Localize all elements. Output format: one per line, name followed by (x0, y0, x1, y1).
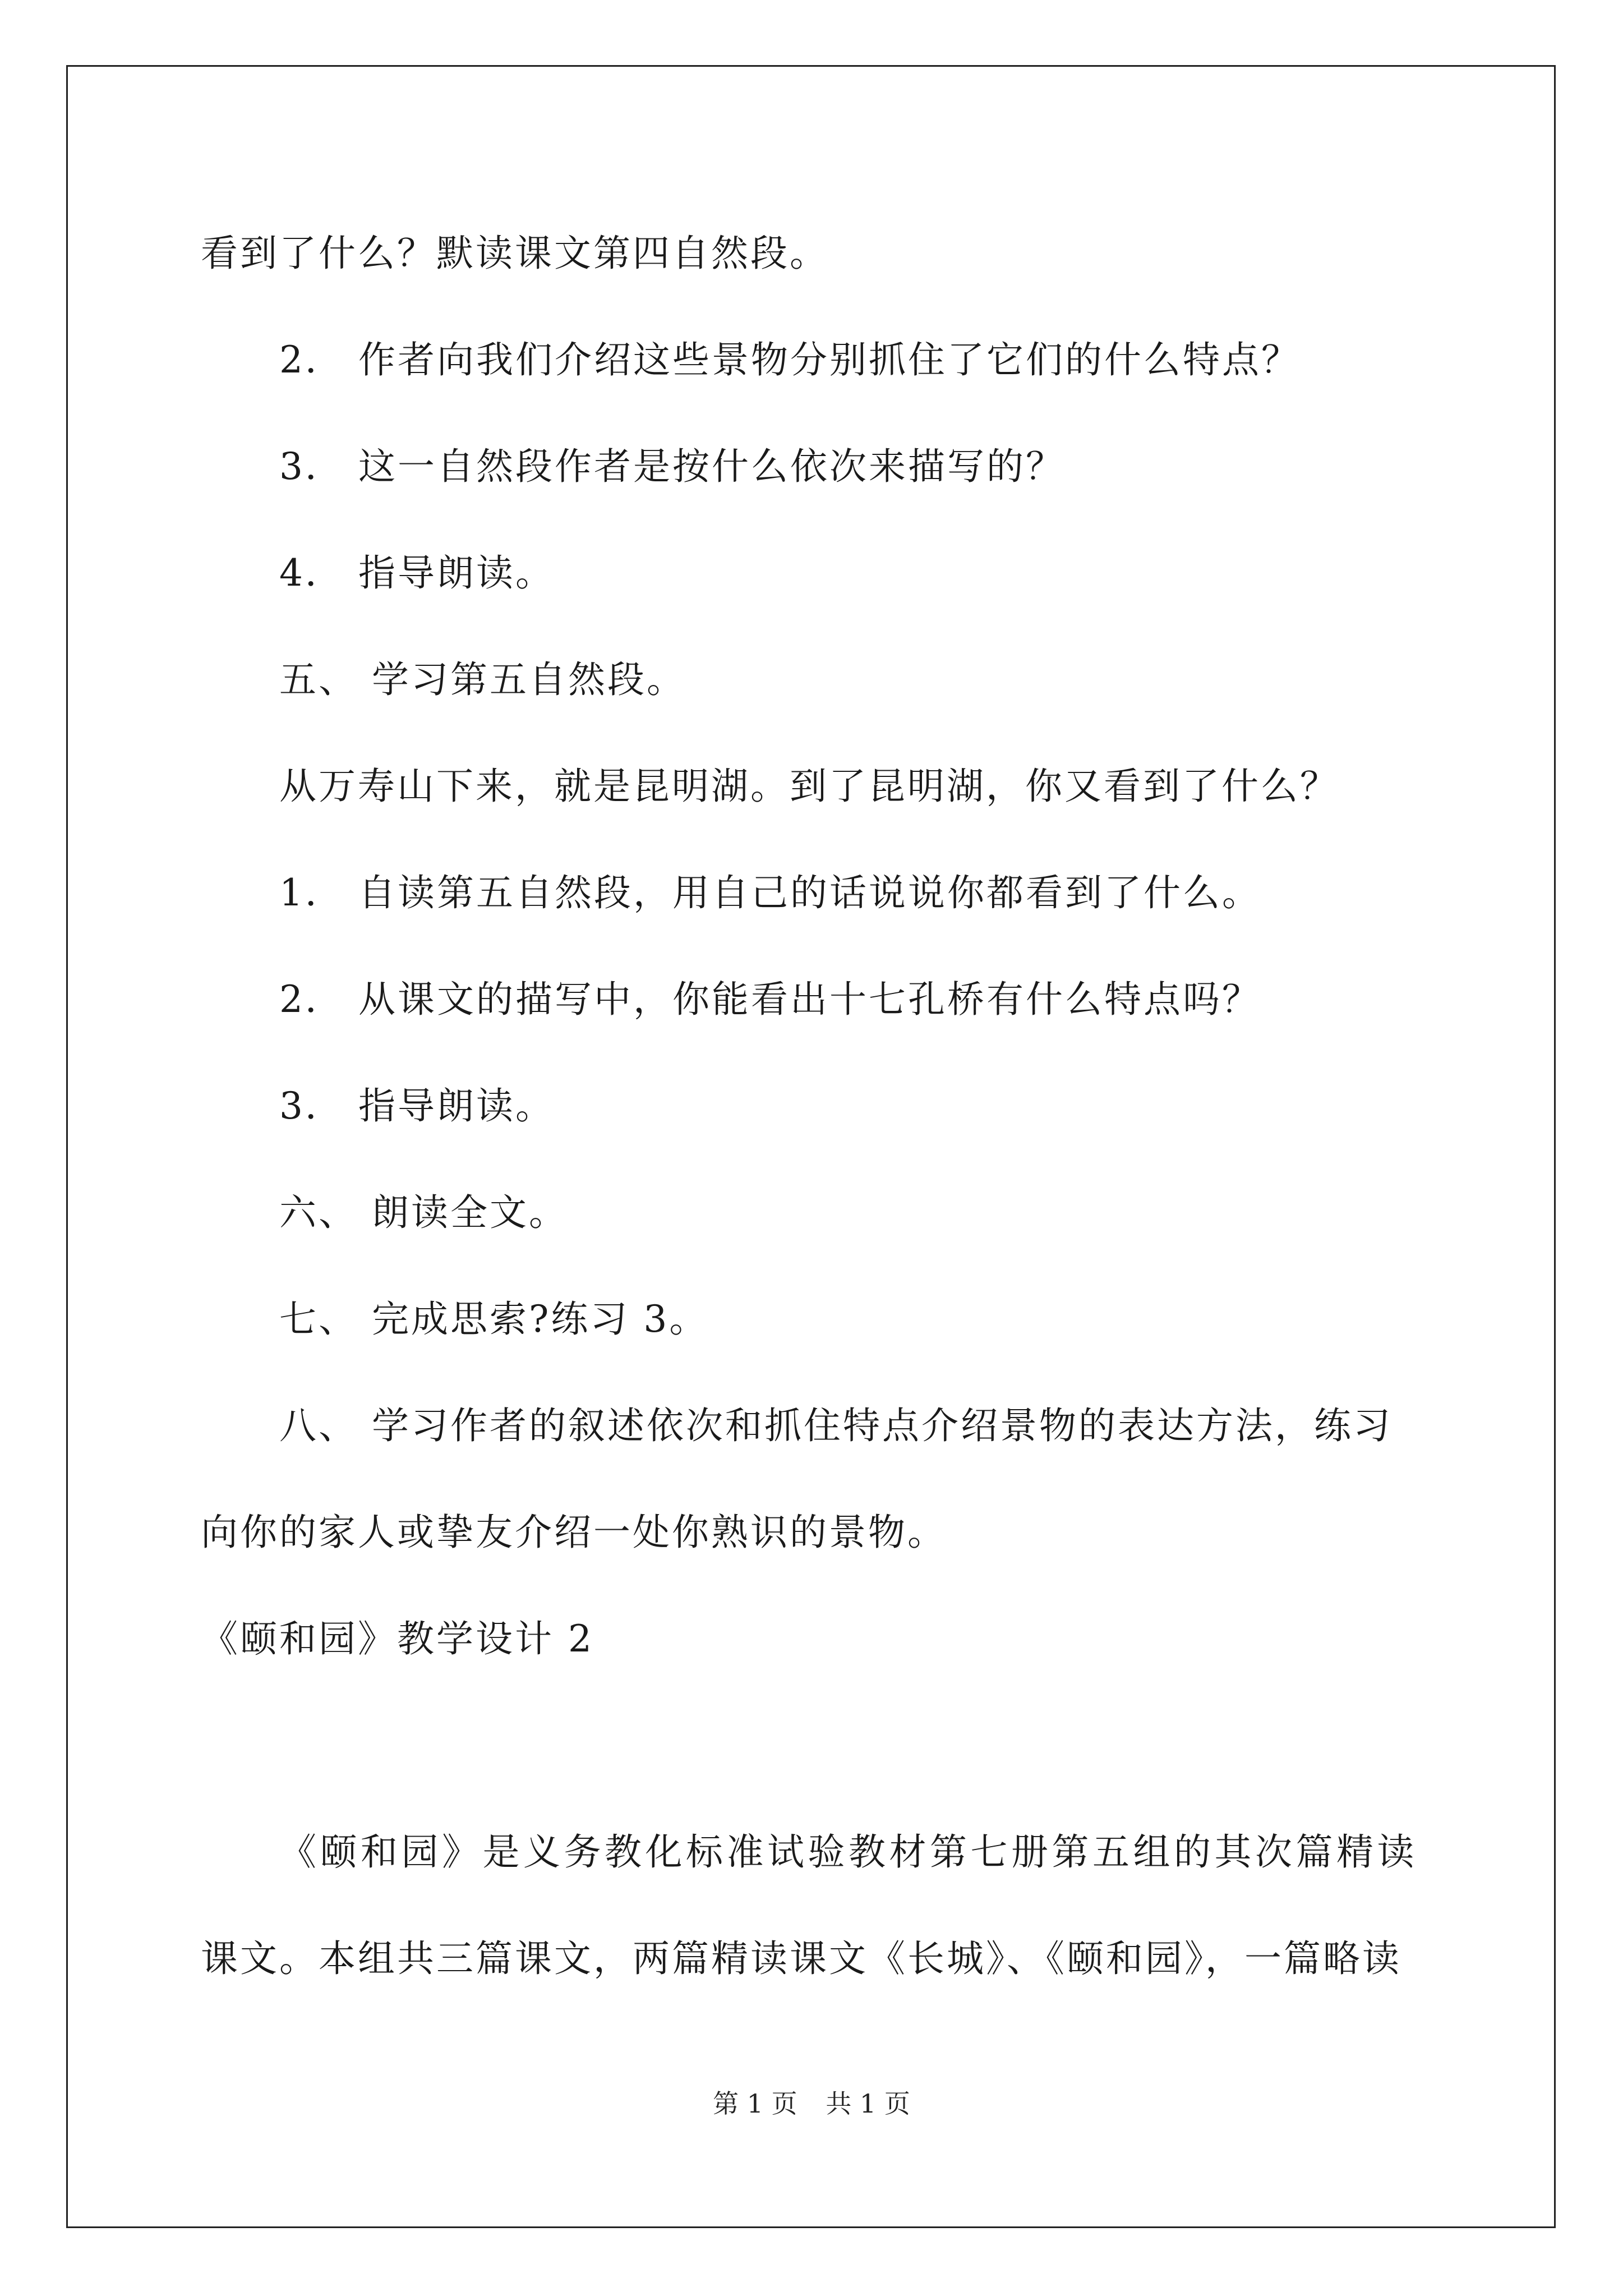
text-line-9: 3． 指导朗读。 (279, 1084, 555, 1128)
text-line-2: 2． 作者向我们介绍这些景物分别抓住了它们的什么特点？ (279, 338, 1301, 381)
page-number: 第 1 页 (713, 2088, 797, 2119)
page-footer (0, 2087, 1623, 2120)
text-line-13: 向你的家人或挚友介绍一处你熟识的景物。 (201, 1511, 947, 1554)
text-line-15: 《颐和园》是义务教化标准试验教材第七册第五组的其次篇精读 (279, 1830, 1418, 1874)
text-line-6: 从万寿山下来，就是昆明湖。到了昆明湖，你又看到了什么？ (279, 765, 1339, 808)
section-heading-6: 六、 朗读全文。 (279, 1191, 568, 1234)
section-heading-8: 八、 学习作者的叙述依次和抓住特点介绍景物的表达方法，练习 (279, 1404, 1393, 1447)
text-line-4: 4． 指导朗读。 (279, 551, 555, 595)
document-subtitle: 《颐和园》教学设计 2 (201, 1617, 594, 1660)
page-frame (66, 65, 1556, 2228)
text-line-7: 1． 自读第五自然段，用自己的话说说你都看到了什么。 (279, 871, 1261, 914)
section-heading-5: 五、 学习第五自然段。 (279, 658, 686, 701)
section-heading-7: 七、 完成思索?练习 3。 (279, 1297, 709, 1341)
text-line-8: 2． 从课文的描写中，你能看出十七孔桥有什么特点吗？ (279, 978, 1261, 1021)
text-line-1: 看到了什么？默读课文第四自然段。 (201, 232, 829, 275)
page-total: 共 1 页 (826, 2088, 910, 2119)
text-line-16: 课文。本组共三篇课文，两篇精读课文《长城》、《颐和园》，一篇略读 (201, 1937, 1401, 1980)
text-line-3: 3． 这一自然段作者是按什么依次来描写的？ (279, 445, 1065, 488)
